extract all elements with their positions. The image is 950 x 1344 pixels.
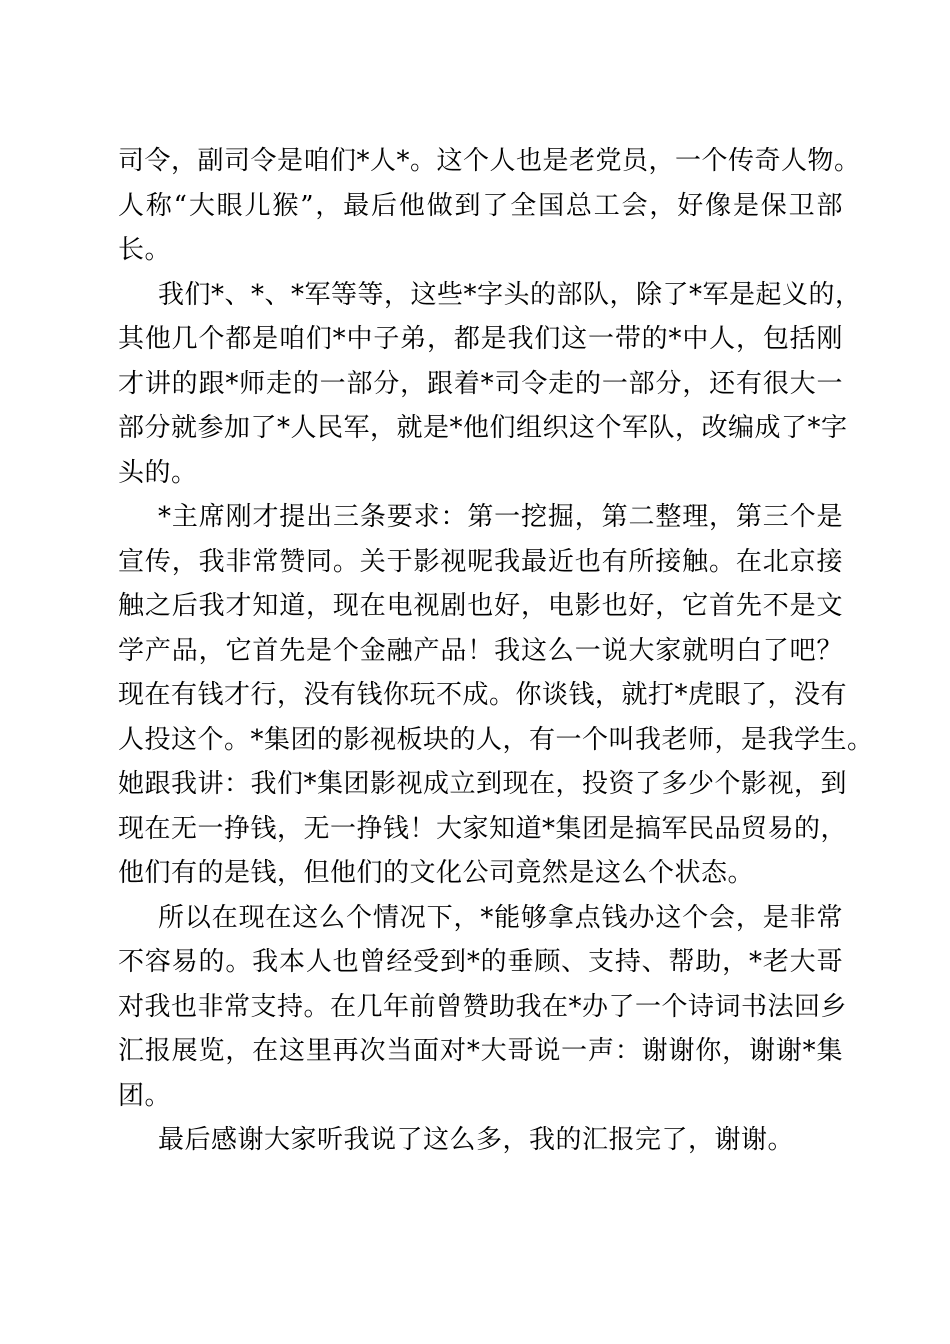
text-line: 不容易的。我本人也曾经受到*的垂顾、支持、帮助，*老大哥 (118, 947, 843, 977)
text-line: 部分就参加了*人民军，就是*他们组织这个军队，改编成了*字 (118, 413, 848, 443)
text-line: 我们*、*、*军等等，这些*字头的部队，除了*军是起义的， (158, 279, 862, 310)
text-line: 对我也非常支持。在几年前曾赞助我在*办了一个诗词书法回乡 (118, 991, 848, 1022)
text-line: 现在有钱才行，没有钱你玩不成。你谈钱，就打*虎眼了，没有 (118, 680, 848, 710)
text-line: 汇报展览，在这里再次当面对*大哥说一声：谢谢你，谢谢*集 (118, 1036, 843, 1066)
text-line: 其他几个都是咱们*中子弟，都是我们这一带的*中人，包括刚 (118, 324, 843, 354)
text-line: 触之后我才知道，现在电视剧也好，电影也好，它首先不是文 (118, 591, 843, 621)
text-line: 人称“大眼儿猴”，最后他做到了全国总工会，好像是保卫部 (118, 190, 843, 221)
text-line: 才讲的跟*师走的一部分，跟着*司令走的一部分，还有很大一 (118, 368, 843, 399)
text-line: 宣传，我非常赞同。关于影视呢我最近也有所接触。在北京接 (118, 546, 843, 577)
text-line: 长。 (118, 235, 172, 265)
text-line: 所以在现在这么个情况下，*能够拿点钱办这个会，是非常 (158, 902, 843, 933)
text-line: 人投这个。*集团的影视板块的人，有一个叫我老师，是我学生。 (118, 724, 874, 755)
text-line: 她跟我讲：我们*集团影视成立到现在，投资了多少个影视，到 (118, 769, 848, 799)
text-line: 学产品，它首先是个金融产品！我这么一说大家就明白了吧？ (118, 635, 843, 666)
text-line: 他们有的是钱，但他们的文化公司竟然是这么个状态。 (118, 858, 755, 888)
document-body (118, 139, 874, 1163)
text-line: 最后感谢大家听我说了这么多，我的汇报完了，谢谢。 (158, 1125, 795, 1155)
text-line: 团。 (118, 1080, 172, 1111)
text-line: 现在无一挣钱，无一挣钱！大家知道*集团是搞军民品贸易的， (118, 813, 848, 844)
text-line: *主席刚才提出三条要求：第一挖掘，第二整理，第三个是 (158, 502, 843, 532)
text-line: 头的。 (118, 457, 198, 488)
text-line: 司令，副司令是咱们*人*。这个人也是老党员，一个传奇人物。 (118, 146, 861, 176)
